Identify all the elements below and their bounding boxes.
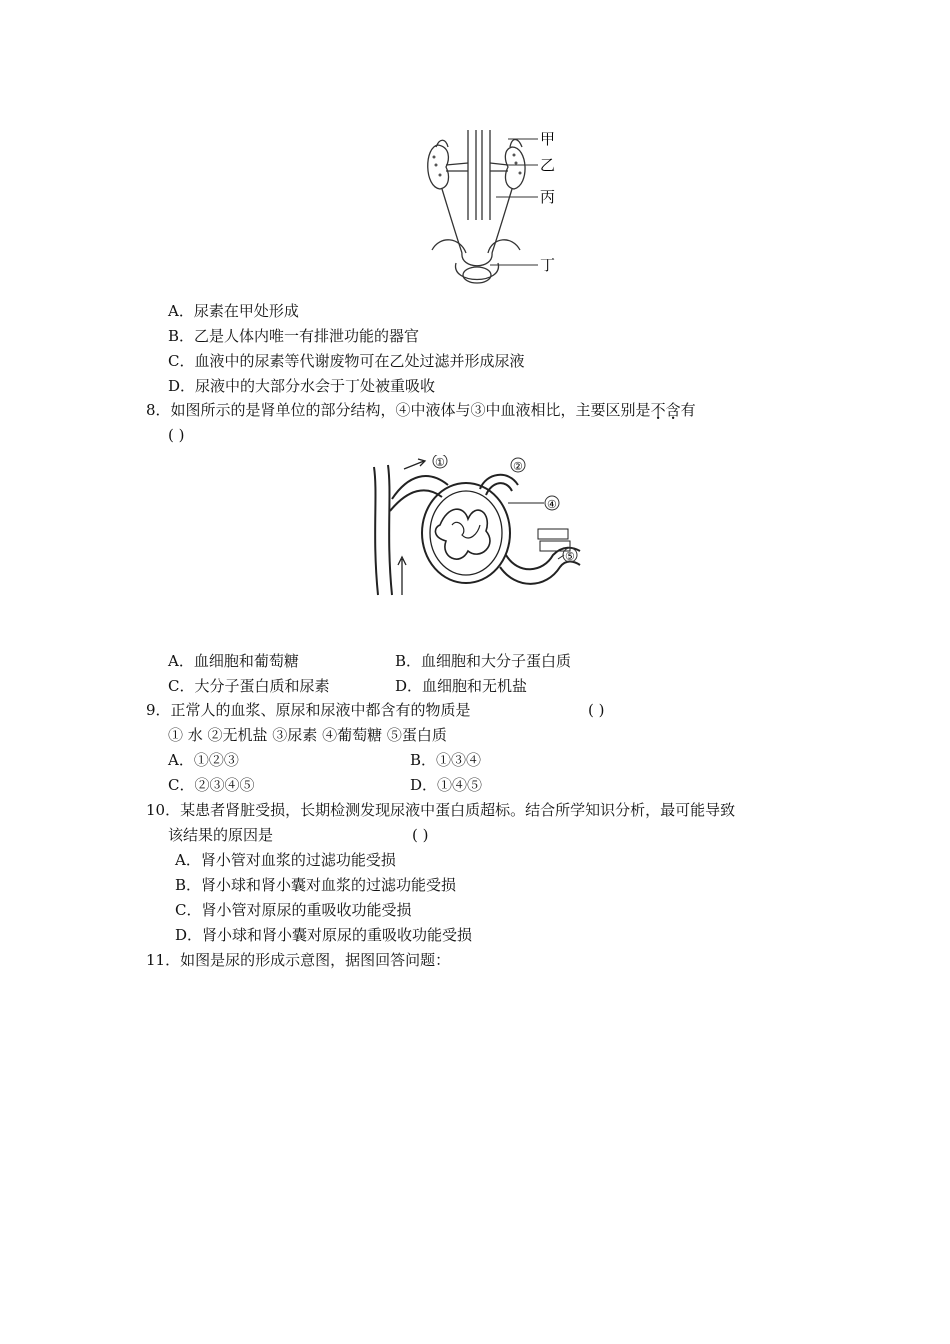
q8-option-d: D．血细胞和无机盐 (395, 677, 528, 695)
q9-option-b: B．①③④ (410, 751, 482, 769)
urinary-system-figure (420, 125, 560, 290)
q8-stem-text: 8．如图所示的是肾单位的部分结构，④中液体与③中血液相比，主要区别是 (146, 401, 651, 419)
q7-option-b: B．乙是人体内唯一有排泄功能的器官 (168, 327, 420, 345)
q9-option-d: D．①④⑤ (410, 776, 483, 794)
q8-option-b: B．血细胞和大分子蛋白质 (395, 652, 572, 670)
q7-option-d: D．尿液中的大部分水会于丁处被重吸收 (168, 377, 436, 395)
q10-stem-line2: 该结果的原因是 (168, 826, 274, 844)
q11-stem: 11．如图是尿的形成示意图，据图回答问题： (146, 951, 451, 969)
q10-option-b: B．肾小球和肾小囊对血浆的过滤功能受损 (175, 876, 457, 894)
q9-option-c: C．②③④⑤ (168, 776, 255, 794)
q10-option-d: D．肾小球和肾小囊对原尿的重吸收功能受损 (175, 926, 473, 944)
q8-stem (146, 400, 696, 420)
q8-emphasis-2: 含 (665, 401, 681, 419)
label-yi: 乙 (540, 156, 556, 174)
q8-emphasis-1: 不 (650, 401, 666, 419)
q9-stem: 9．正常人的血浆、原尿和尿液中都含有的物质是 (146, 701, 471, 719)
q8-option-a: A．血细胞和葡萄糖 (168, 652, 299, 670)
q8-option-c: C．大分子蛋白质和尿素 (168, 677, 330, 695)
q9-items: ① 水 ②无机盐 ③尿素 ④葡萄糖 ⑤蛋白质 (168, 726, 447, 744)
q8-bracket: ( ) (168, 426, 185, 444)
q9-option-a: A．①②③ (168, 751, 239, 769)
nephron-figure (368, 455, 583, 600)
label-1: ① (435, 456, 445, 469)
q7-option-a: A．尿素在甲处形成 (168, 302, 299, 320)
label-5: ⑤ (565, 550, 575, 563)
urinary-system-diagram (420, 125, 560, 290)
label-jia: 甲 (540, 130, 556, 148)
q10-bracket: ( ) (412, 826, 429, 844)
q7-option-c: C．血液中的尿素等代谢废物可在乙处过滤并形成尿液 (168, 352, 525, 370)
label-2: ② (513, 460, 523, 473)
q10-option-c: C．肾小管对原尿的重吸收功能受损 (175, 901, 412, 919)
q10-stem-line1: 10．某患者肾脏受损，长期检测发现尿液中蛋白质超标。结合所学知识分析，最可能导致 (146, 801, 736, 819)
q9-bracket: ( ) (588, 701, 605, 719)
label-bing: 丙 (540, 188, 556, 206)
nephron-diagram (368, 455, 583, 600)
q10-option-a: A．肾小管对血浆的过滤功能受损 (175, 851, 396, 869)
label-ding: 丁 (540, 256, 556, 274)
label-4: ④ (547, 498, 557, 511)
q8-stem-end: 有 (680, 401, 696, 419)
